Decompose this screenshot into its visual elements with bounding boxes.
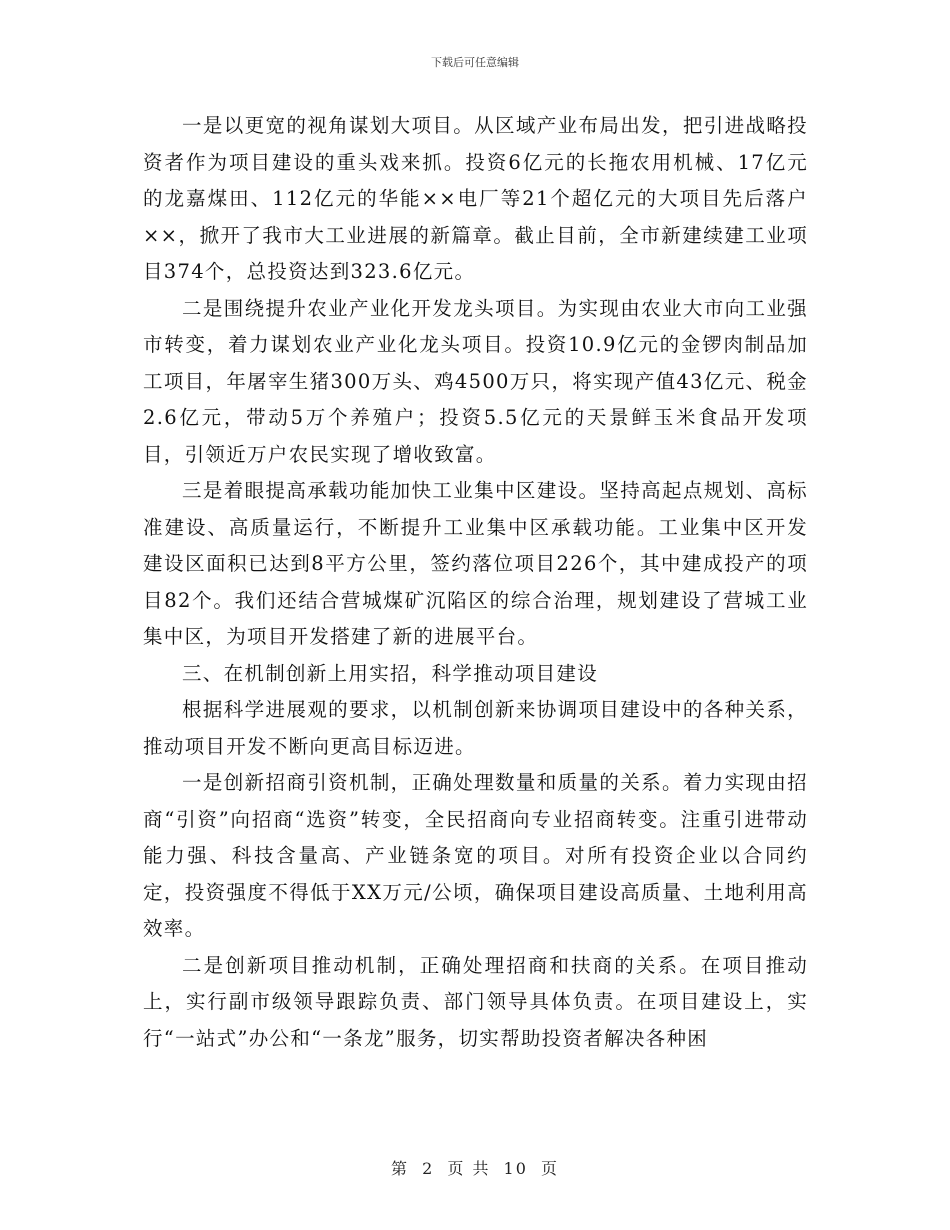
footer-middle: 页 共	[447, 1159, 491, 1178]
paragraph-project-planning: 一是以更宽的视角谋划大项目。从区域产业布局出发，把引进战略投资者作为项目建设的重头戏来抓。投资6亿元的长拖农用机械、17亿元的龙嘉煤田、112亿元的华能××电厂等21个超亿元的大项目先后落户××，掀开了我市大工业进展的新篇章。截止目前，全市新建续建工业项目374个，总投资达到323.6亿元。	[143, 114, 808, 283]
footer-suffix: 页	[541, 1159, 560, 1178]
paragraph-agriculture-projects: 二是围绕提升农业产业化开发龙头项目。为实现由农业大市向工业强市转变，着力谋划农业产业化龙头项目。投资10.9亿元的金锣肉制品加工项目，年屠宰生猪300万头、鸡4500万只，将实现产值43亿元、税金2.6亿元，带动5万个养殖户；投资5.5亿元的天景鲜玉米食品开发项目，引领近万户农民实现了增收致富。	[143, 296, 808, 466]
document-body	[143, 108, 808, 1057]
page-footer	[0, 1156, 950, 1179]
paragraph-industrial-zone: 三是着眼提高承载功能加快工业集中区建设。坚持高起点规划、高标准建设、高质量运行，不断提升工业集中区承载功能。工业集中区开发建设区面积已达到8平方公里，签约落位项目226个，其中建成投产的项目82个。我们还结合营城煤矿沉陷区的综合治理，规划建设了营城工业集中区，为项目开发搭建了新的进展平台。	[143, 479, 808, 648]
current-page-number: 2	[422, 1159, 435, 1178]
total-page-count: 10	[503, 1159, 528, 1178]
paragraph-section-intro: 根据科学进展观的要求，以机制创新来协调项目建设中的各种关系，推动项目开发不断向更高目标迈进。	[143, 698, 808, 758]
paragraph-investment-mechanism: 一是创新招商引资机制，正确处理数量和质量的关系。着力实现由招商“引资”向招商“选资”转变，全民招商向专业招商转变。注重引进带动能力强、科技含量高、产业链条宽的项目。对所有投资企业以合同约定，投资强度不得低于XX万元/公顷，确保项目建设高质量、土地利用高效率。	[143, 771, 808, 940]
paragraph-project-promotion: 二是创新项目推动机制，正确处理招商和扶商的关系。在项目推动上，实行副市级领导跟踪负责、部门领导具体负责。在项目建设上，实行“一站式”办公和“一条龙”服务，切实帮助投资者解决各种困	[143, 953, 808, 1050]
section-heading-mechanism-innovation: 三、在机制创新上用实招，科学推动项目建设	[182, 661, 599, 685]
footer-prefix: 第	[390, 1159, 409, 1178]
page-header: 下载后可任意编辑	[431, 56, 519, 69]
